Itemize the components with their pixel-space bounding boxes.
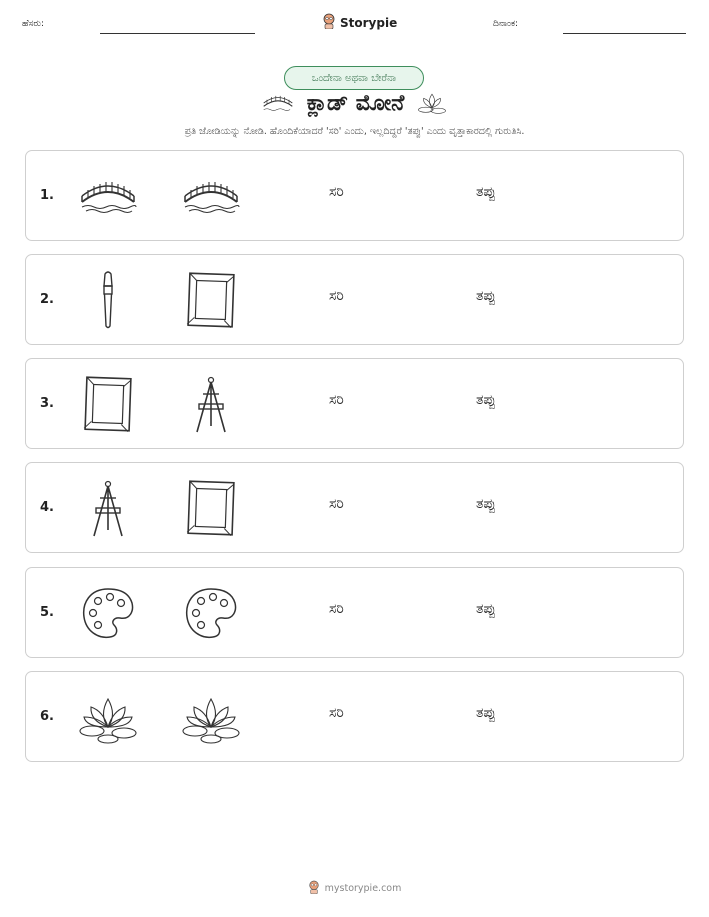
footer-url[interactable]: mystorypie.com [324,883,402,894]
option-same[interactable]: ಸರಿ [329,496,344,512]
question-row [25,462,684,553]
brand [322,13,397,33]
frame-icon [181,269,241,331]
easel-icon [181,373,241,435]
storypie-mascot-icon [308,880,320,897]
palette-icon [78,582,138,644]
name-label: ಹೆಸರು: [22,19,45,29]
question-number: 6. [40,709,54,724]
easel-icon [78,477,138,539]
worksheet-type-badge: ಒಂದೇನಾ ಅಥವಾ ಬೇರೆನಾ [284,66,424,90]
option-different[interactable]: ತಪ್ಪು [476,705,496,721]
lotus-icon [181,686,241,748]
question-row [25,567,684,658]
brand-name: Storypie [340,16,398,30]
paintbrush-icon [78,269,138,331]
option-same[interactable]: ಸರಿ [329,288,344,304]
storypie-mascot-icon [322,13,336,33]
bridge-icon [261,92,295,114]
option-different[interactable]: ತಪ್ಪು [476,496,496,512]
palette-icon [181,582,241,644]
option-different[interactable]: ತಪ್ಪು [476,392,496,408]
option-same[interactable]: ಸರಿ [329,392,344,408]
name-line[interactable] [100,33,255,34]
option-same[interactable]: ಸರಿ [329,184,344,200]
question-number: 5. [40,605,54,620]
option-same[interactable]: ಸರಿ [329,601,344,617]
question-number: 3. [40,396,54,411]
title-row [0,90,709,116]
date-line[interactable] [563,33,686,34]
page-title: ಕ್ಲಾಡ್ ಮೋನೆ [306,90,405,116]
date-label: ದಿನಾಂಕ: [493,19,519,29]
question-row [25,254,684,345]
question-row [25,671,684,762]
lotus-icon [416,90,448,116]
option-different[interactable]: ತಪ್ಪು [476,184,496,200]
question-row [25,358,684,449]
question-number: 1. [40,188,54,203]
question-row [25,150,684,241]
bridge-icon [181,165,241,227]
frame-icon [181,477,241,539]
footer [0,880,709,897]
instructions: ಪ್ರತಿ ಜೋಡಿಯನ್ನು ನೋಡಿ. ಹೊಂದಿಕೆಯಾದರೆ 'ಸರಿ' ಎಂದು, ಇಲ್ಲದಿದ್ದರೆ 'ತಪ್ಪು' ಎಂದು ವೃತ್ತಾಕಾರದಲ್ಲಿ ಗುರುತಿಸಿ. [184,126,525,137]
bridge-icon [78,165,138,227]
question-number: 4. [40,500,54,515]
lotus-icon [78,686,138,748]
option-different[interactable]: ತಪ್ಪು [476,601,496,617]
question-number: 2. [40,292,54,307]
frame-icon [78,373,138,435]
option-different[interactable]: ತಪ್ಪು [476,288,496,304]
option-same[interactable]: ಸರಿ [329,705,344,721]
